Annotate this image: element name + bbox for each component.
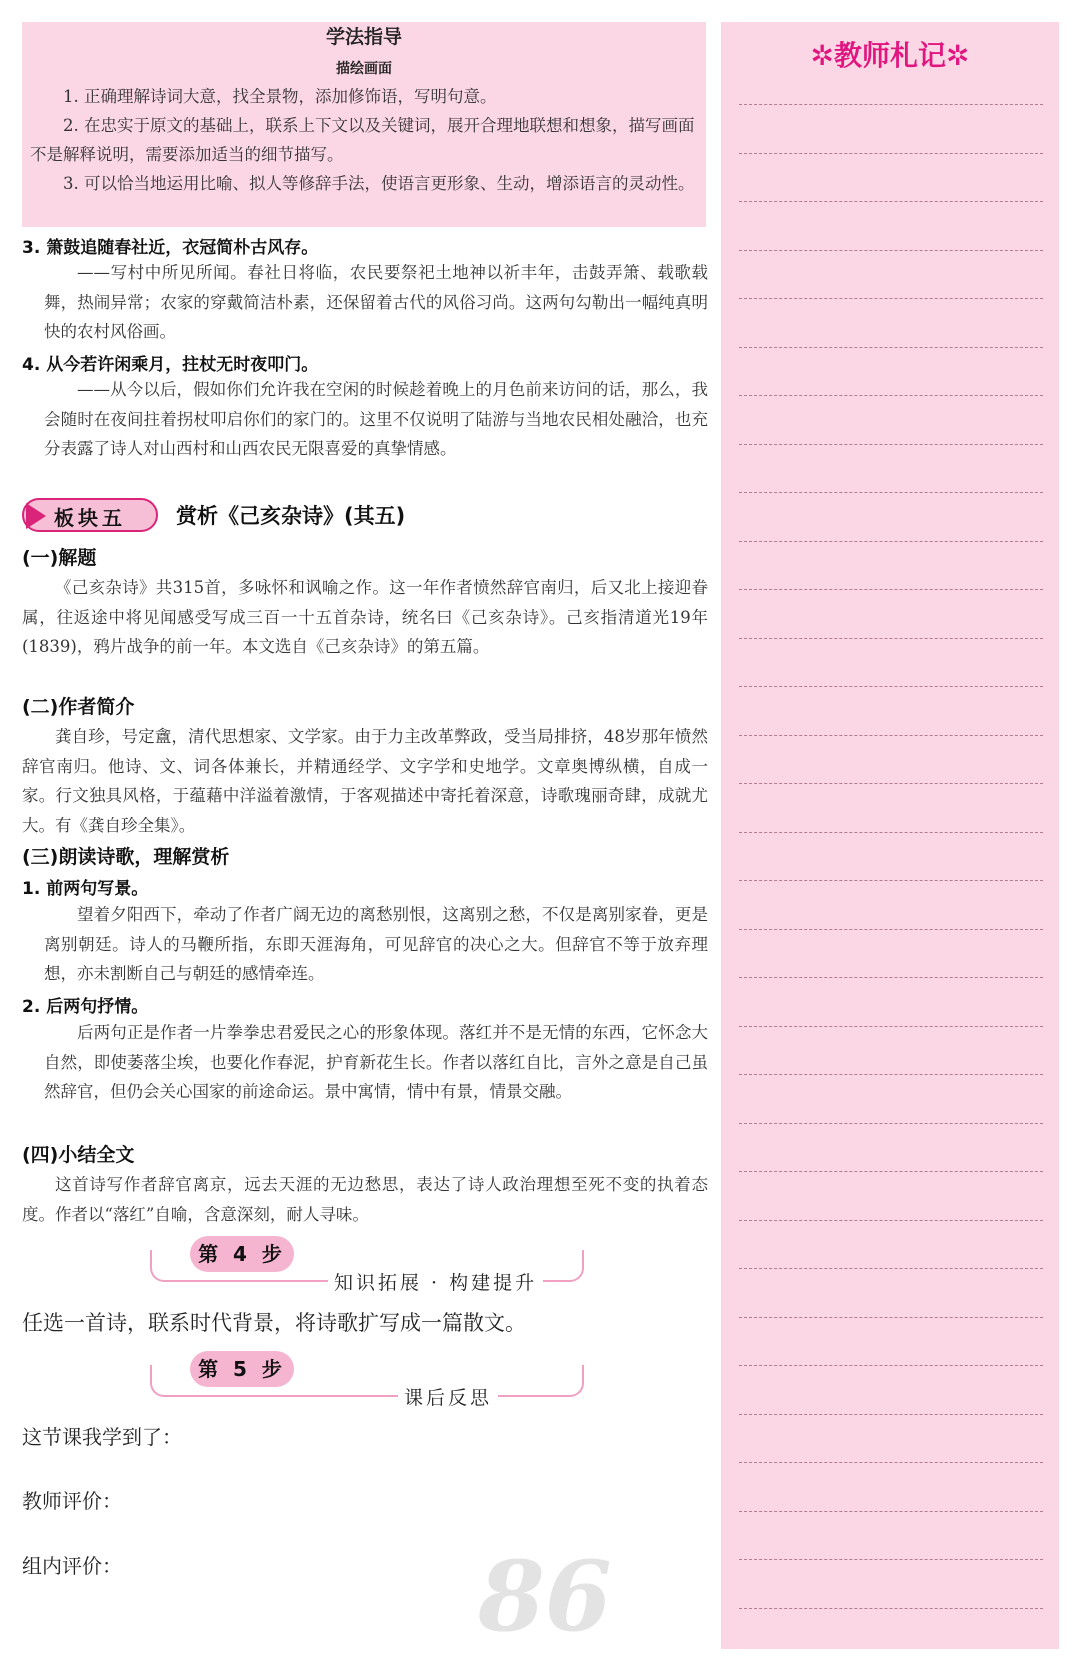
section-3-2-heading: 2. 后两句抒情。	[22, 997, 149, 1017]
poem-line-4-explanation: ——从今以后，假如你们允许我在空闲的时候趁着晚上的月色前来访问的话，那么，我会随时在夜间拄着拐杖叩启你们的家门的。这里不仅说明了陆游与当地农民相处融洽，也充分表露了诗人对山西村和山西农民无限喜爱的真挚情感。	[44, 380, 708, 458]
note-line	[739, 541, 1043, 542]
section-4-heading: (四)小结全文	[22, 1144, 135, 1166]
note-line	[739, 1559, 1043, 1560]
note-line	[739, 1123, 1043, 1124]
section-2-heading: (二)作者简介	[22, 696, 135, 718]
study-tips-title: 学法指导	[325, 26, 402, 48]
play-triangle-icon	[26, 503, 46, 529]
step-5-banner	[150, 1351, 584, 1411]
step-4-task: 任选一首诗，联系时代背景，将诗歌扩写成一篇散文。	[22, 1311, 526, 1335]
step-5-subtitle: 课后反思	[398, 1383, 498, 1410]
poem-line-4-heading: 4. 从今若许闲乘月，拄杖无时夜叩门。	[22, 355, 319, 375]
block-five-badge	[22, 498, 158, 532]
step-4-label: 第 4 步	[190, 1236, 294, 1272]
section-4-body: 这首诗写作者辞官离京，远去天涯的无边愁思，表达了诗人政治理想至死不变的执着态度。作者以“落红”自喻，含意深刻，耐人寻味。	[22, 1175, 708, 1224]
teacher-evaluation-label: 教师评价：	[22, 1489, 122, 1513]
note-line	[739, 735, 1043, 736]
note-line	[739, 1365, 1043, 1366]
note-line	[739, 1414, 1043, 1415]
note-line	[739, 1608, 1043, 1609]
section-3-heading: (三)朗读诗歌，理解赏析	[22, 846, 230, 868]
note-line	[739, 1171, 1043, 1172]
teacher-notes-title: ✲教师札记✲	[810, 39, 970, 72]
note-line	[739, 1317, 1043, 1318]
section-2-body: 龚自珍，号定盦，清代思想家、文学家。由于力主改革弊政，受当局排挤，48岁那年愤然辞官南归。他诗、文、词各体兼长，并精通经学、文字学和史地学。文章奥博纵横，自成一家。行文独具风格，于蕴藉中洋溢着激情，于客观描述中寄托着深意，诗歌瑰丽奇肆，成就尤大。有《龚自珍全集》。	[22, 727, 708, 835]
note-line	[739, 201, 1043, 202]
section-3-2-body: 后两句正是作者一片拳拳忠君爱民之心的形象体现。落红并不是无情的东西，它怀念大自然，即使萎落尘埃，也要化作春泥，护育新花生长。作者以落红自比，言外之意是自己虽然辞官，但仍会关心国家的前途命运。景中寓情，情中有景，情景交融。	[44, 1023, 708, 1101]
group-evaluation-label: 组内评价：	[22, 1554, 122, 1578]
note-line	[739, 153, 1043, 154]
section-3-1-body: 望着夕阳西下，牵动了作者广阔无边的离愁别恨，这离别之愁，不仅是离别家眷，更是离别朝廷。诗人的马鞭所指，东即天涯海角，可见辞官的决心之大。但辞官不等于放弃理想，亦未割断自己与朝廷的感情牵连。	[44, 905, 708, 983]
step-4-subtitle: 知识拓展 · 构建提升	[328, 1268, 543, 1295]
note-line	[739, 347, 1043, 348]
tip-item-2: 2. 在忠实于原文的基础上，联系上下文以及关键词，展开合理地联想和想象，描写画面不是解释说明，需要添加适当的细节描写。	[30, 116, 695, 164]
section-1-heading: (一)解题	[22, 547, 97, 569]
note-line	[739, 395, 1043, 396]
poem-line-3-explanation: ——写村中所见所闻。春社日将临，农民要祭祀土地神以祈丰年，击鼓弄箫、载歌载舞，热闹异常；农家的穿戴简洁朴素，还保留着古代的风俗习尚。这两句勾勒出一幅纯真明快的农村风俗画。	[44, 263, 708, 341]
note-line	[739, 1268, 1043, 1269]
note-line	[739, 589, 1043, 590]
note-line	[739, 104, 1043, 105]
teacher-notes-sidebar	[721, 22, 1059, 1649]
poem-line-3-heading: 3. 箫鼓追随春社近，衣冠简朴古风存。	[22, 238, 319, 258]
note-line	[739, 1511, 1043, 1512]
note-line	[739, 783, 1043, 784]
step-5-label: 第 5 步	[190, 1351, 294, 1387]
step-4-banner	[150, 1236, 584, 1296]
note-line	[739, 1462, 1043, 1463]
page-number: 86	[478, 1540, 612, 1653]
note-line	[739, 250, 1043, 251]
note-line	[739, 880, 1043, 881]
note-line	[739, 1220, 1043, 1221]
note-line	[739, 686, 1043, 687]
note-line	[739, 1074, 1043, 1075]
note-line	[739, 444, 1043, 445]
reflection-learned-label: 这节课我学到了：	[22, 1425, 182, 1449]
note-line	[739, 492, 1043, 493]
note-line	[739, 638, 1043, 639]
block-five-label: 板块五	[54, 506, 126, 530]
note-line	[739, 929, 1043, 930]
tip-item-3: 3. 可以恰当地运用比喻、拟人等修辞手法，使语言更形象、生动，增添语言的灵动性。	[63, 174, 695, 193]
block-five-title: 赏析《己亥杂诗》(其五)	[176, 504, 406, 528]
note-line	[739, 832, 1043, 833]
note-line	[739, 298, 1043, 299]
section-3-1-heading: 1. 前两句写景。	[22, 879, 149, 899]
tip-item-1: 1. 正确理解诗词大意，找全景物，添加修饰语，写明句意。	[63, 87, 497, 106]
note-line	[739, 1026, 1043, 1027]
note-line	[739, 977, 1043, 978]
study-tips-subtitle: 描绘画面	[336, 61, 392, 77]
section-1-body: 《己亥杂诗》共315首，多咏怀和讽喻之作。这一年作者愤然辞官南归，后又北上接迎眷属，往返途中将见闻感受写成三百一十五首杂诗，统名曰《己亥杂诗》。己亥指清道光19年(1839)，鸦片战争的前一年。本文选自《己亥杂诗》的第五篇。	[22, 578, 708, 656]
